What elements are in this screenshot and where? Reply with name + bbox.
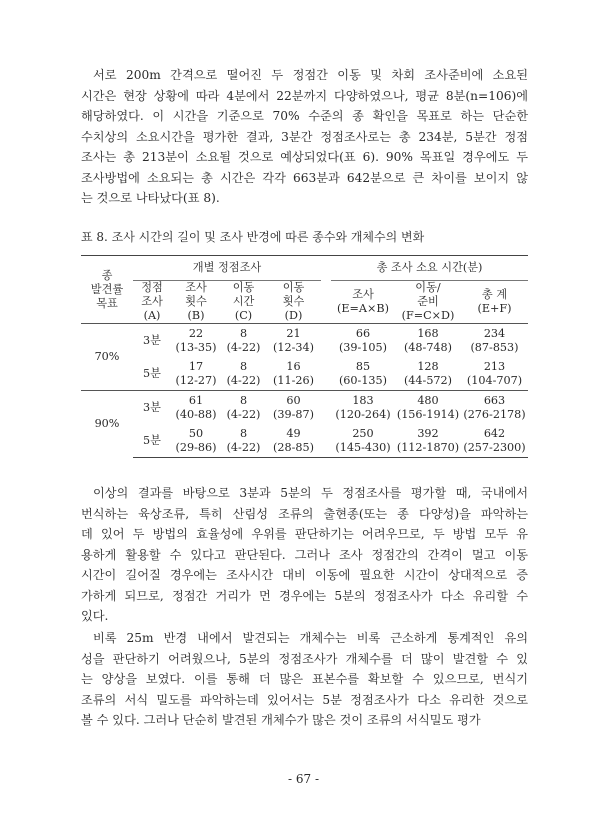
- table-row: [81, 357, 528, 391]
- paragraph-line: 데 있어 두 방법의 효율성에 우위를 판단하기는 어려우므로, 두 방법 모두 유: [81, 527, 528, 541]
- cell-target: 70%: [81, 324, 133, 391]
- cell-grand-total: 213 (104-707): [466, 359, 523, 387]
- cell-survey-time: 3분: [133, 324, 171, 358]
- paragraph-line: 가하게 되므로, 정점간 거리가 먼 경우에는 5분의 정점조사가 다소 유리할 수: [81, 588, 528, 603]
- paragraph-line: 있다.: [81, 609, 109, 623]
- paragraph-line: 는 양상을 보였다. 이를 통해 더 많은 표본수를 확보할 수 있으므로, 번식기: [81, 672, 528, 686]
- cell-move-time: 8 (4-22): [221, 324, 266, 358]
- paragraph-line: 성을 판단하기 어려웠으나, 5분의 정점조사가 개체수를 더 많이 발견할 수 있: [81, 651, 528, 666]
- table-row: [81, 424, 528, 458]
- paragraph-line: 이상의 결과를 바탕으로 3분과 5분의 두 정점조사를 평가할 때, 국내에서: [93, 486, 528, 500]
- header-move-count: 이동 횟수 (D): [282, 281, 305, 322]
- header-survey-total: 조사 (E=A×B): [337, 288, 389, 315]
- header-move-time: 이동 시간 (C): [232, 281, 255, 322]
- paragraph-line: 조사는 총 213분이 소요될 것으로 예상되었다(표 6). 90% 목표일 경우에도 두: [81, 150, 528, 164]
- data-table: [81, 255, 528, 458]
- paragraph-line: 비록 25m 반경 내에서 발견되는 개체수는 비록 근소하게 통계적인 유의: [93, 631, 528, 645]
- cell-move-prep: 480 (156-1914): [395, 391, 461, 425]
- paragraph-line: 시간은 현장 상황에 따라 4분에서 22분까지 다양하였으나, 평균 8분(n=106)에: [81, 88, 528, 103]
- paragraph-line: 서로 200m 간격으로 떨어진 두 정점간 이동 및 차회 조사준비에 소요된: [93, 68, 528, 82]
- table-row: [81, 391, 528, 425]
- table-row: [81, 324, 528, 358]
- paragraph-3: [81, 628, 528, 731]
- header-group-individual: 개별 정점조사: [133, 256, 321, 281]
- cell-survey-total: 250 (145-430): [331, 424, 395, 458]
- cell-move-prep: 392 (112-1870): [395, 424, 461, 458]
- header-target: 종 발견률 목표: [81, 256, 133, 324]
- paragraph-line: 시간이 길어질 경우에는 조사시간 대비 이동에 필요한 시간이 상대적으로 증: [81, 568, 528, 582]
- cell-move-prep: 168 (48-748): [395, 324, 461, 358]
- paragraph-line: 는 것으로 나타났다(표 8).: [81, 191, 220, 205]
- cell-move-time: 8 (4-22): [221, 424, 266, 458]
- paragraph-line: 번식하는 육상조류, 특히 산림성 조류의 출현종(또는 종 다양성)을 파악하는: [81, 506, 528, 521]
- cell-move-count: 49 (28-85): [266, 424, 321, 458]
- cell-survey-time: 3분: [133, 391, 171, 425]
- paragraph-line: 용하게 활용할 수 있다고 판단된다. 그러나 조사 정점간의 간격이 멀고 이동: [81, 547, 528, 562]
- cell-survey-total: 183 (120-264): [331, 391, 395, 425]
- cell-survey-total: 66 (39-105): [331, 324, 395, 358]
- header-grand-total: 총 계 (E+F): [477, 288, 512, 315]
- cell-survey-count: 22 (13-35): [171, 324, 221, 358]
- cell-grand-total: 234 (87-853): [461, 324, 528, 358]
- paragraph-line: 조사방법에 소요되는 총 시간은 각각 663분과 642분으로 큰 차이를 보이지 않: [81, 170, 528, 185]
- page-number: - 67 -: [287, 772, 319, 786]
- cell-survey-time: 5분: [133, 424, 171, 458]
- cell-target: 90%: [81, 391, 133, 458]
- cell-survey-count: 50 (29-86): [171, 424, 221, 458]
- cell-survey-count: 17 (12-27): [175, 359, 217, 387]
- table-caption: 표 8. 조사 시간의 길이 및 조사 반경에 따른 종수와 개체수의 변화: [81, 230, 425, 244]
- header-move-prep: 이동/ 준비 (F=C×D): [401, 281, 455, 322]
- paragraph-2: [81, 483, 528, 627]
- cell-move-count: 60 (39-87): [266, 391, 321, 425]
- cell-move-count: 21 (12-34): [266, 324, 321, 358]
- cell-grand-total: 663 (276-2178): [461, 391, 528, 425]
- cell-move-time: 8 (4-22): [226, 359, 261, 387]
- cell-move-time: 8 (4-22): [221, 391, 266, 425]
- cell-grand-total: 642 (257-2300): [461, 424, 528, 458]
- paragraph-line: 수치상의 소요시간을 평가한 결과, 3분간 정점조사로는 총 234분, 5분간 정점: [81, 129, 528, 144]
- cell-move-count: 16 (11-26): [273, 359, 314, 387]
- header-survey-count: 조사 횟수 (B): [185, 281, 207, 322]
- cell-survey-total: 85 (60-135): [338, 359, 388, 387]
- paragraph-line: 조류의 서식 밀도를 파악하는데 있어서는 5분 정점조사가 다소 유리한 것으로: [81, 692, 528, 707]
- cell-survey-time: 5분: [143, 366, 161, 380]
- header-survey-time: 정점 조사 (A): [141, 281, 163, 322]
- cell-move-prep: 128 (44-572): [403, 359, 453, 387]
- paragraph-line: 해당하였다. 이 시간을 기준으로 70% 수준의 종 확인을 목표로 하는 단순한: [81, 109, 528, 123]
- paragraph-line: 볼 수 있다. 그러나 단순히 발견된 개체수가 많은 것이 조류의 서식밀도 평가: [81, 713, 481, 727]
- header-group-total: 총 조사 소요 시간(분): [331, 256, 528, 281]
- cell-survey-count: 61 (40-88): [171, 391, 221, 425]
- paragraph-1: [81, 65, 528, 209]
